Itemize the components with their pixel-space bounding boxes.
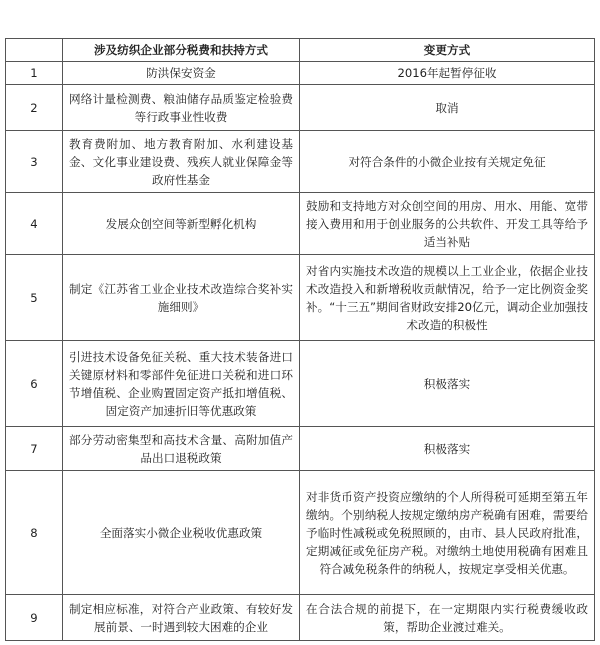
row-index: 7 (6, 427, 63, 471)
row-policy: 教育费附加、地方教育附加、水利建设基金、文化事业建设费、残疾人就业保障金等政府性基金 (63, 131, 300, 193)
row-policy: 网络计量检测费、粮油储存品质鉴定检验费等行政事业性收费 (63, 85, 300, 131)
table-row (6, 131, 595, 193)
row-index: 1 (6, 62, 63, 85)
row-change: 积极落实 (300, 341, 595, 427)
row-change: 2016年起暂停征收 (300, 62, 595, 85)
row-change: 鼓励和支持地方对众创空间的用房、用水、用能、宽带接入费用和用于创业服务的公共软件、开发工具等给予适当补贴 (300, 193, 595, 255)
table-row (6, 255, 595, 341)
row-change: 在合法合规的前提下，在一定期限内实行税费缓收政策，帮助企业渡过难关。 (300, 595, 595, 641)
table-row (6, 85, 595, 131)
table-header-row (6, 39, 595, 62)
row-policy: 制定《江苏省工业企业技术改造综合奖补实施细则》 (63, 255, 300, 341)
row-index: 5 (6, 255, 63, 341)
row-change: 积极落实 (300, 427, 595, 471)
row-index: 4 (6, 193, 63, 255)
row-index: 9 (6, 595, 63, 641)
policy-table (5, 38, 595, 641)
table-row (6, 595, 595, 641)
row-policy: 制定相应标准，对符合产业政策、有较好发展前景、一时遇到较大困难的企业 (63, 595, 300, 641)
row-index: 8 (6, 471, 63, 595)
table-row (6, 341, 595, 427)
row-index: 6 (6, 341, 63, 427)
table-row (6, 471, 595, 595)
table-row (6, 193, 595, 255)
row-policy: 防洪保安资金 (63, 62, 300, 85)
header-change: 变更方式 (300, 39, 595, 62)
row-change: 对符合条件的小微企业按有关规定免征 (300, 131, 595, 193)
row-policy: 部分劳动密集型和高技术含量、高附加值产品出口退税政策 (63, 427, 300, 471)
row-change: 对非货币资产投资应缴纳的个人所得税可延期至第五年缴纳。个别纳税人按规定缴纳房产税确有困难，需要给予临时性减税或免税照顾的，由市、县人民政府批准，定期减征或免征房产税。对缴纳土地使用税确有困难且符合减免税条件的纳税人，按规定享受相关优惠。 (300, 471, 595, 595)
table-row (6, 62, 595, 85)
row-index: 2 (6, 85, 63, 131)
row-change: 对省内实施技术改造的规模以上工业企业，依据企业技术改造投入和新增税收贡献情况，给予一定比例资金奖补。“十三五”期间省财政安排20亿元，调动企业加强技术改造的积极性 (300, 255, 595, 341)
table-row (6, 427, 595, 471)
header-policy: 涉及纺织企业部分税费和扶持方式 (63, 39, 300, 62)
row-index: 3 (6, 131, 63, 193)
row-policy: 发展众创空间等新型孵化机构 (63, 193, 300, 255)
header-index (6, 39, 63, 62)
row-change: 取消 (300, 85, 595, 131)
row-policy: 引进技术设备免征关税、重大技术装备进口关键原材料和零部件免征进口关税和进口环节增值税、企业购置固定资产抵扣增值税、固定资产加速折旧等优惠政策 (63, 341, 300, 427)
row-policy: 全面落实小微企业税收优惠政策 (63, 471, 300, 595)
